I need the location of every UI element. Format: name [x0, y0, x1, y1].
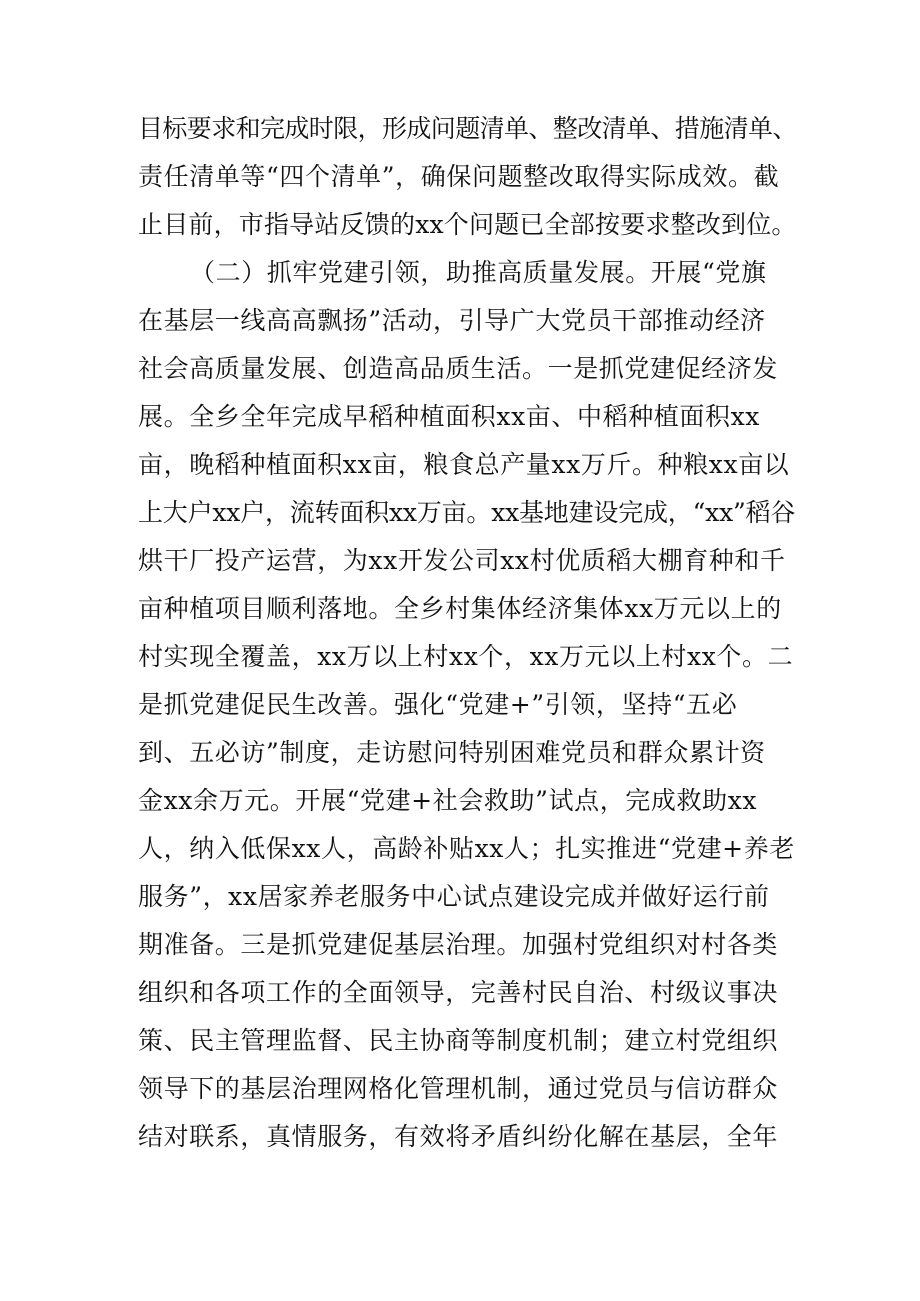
text-line: 是抓党建促民生改善。强化“党建+”引领，坚持“五必	[138, 690, 738, 719]
text-line: 社会高质量发展、创造高品质生活。一是抓党建促经济发	[138, 354, 779, 383]
text-line: 到、五必访”制度，走访慰问特别困难党员和群众累计资	[138, 738, 766, 767]
text-line: 村实现全覆盖，xx万以上村xx个，xx万元以上村xx个。二	[138, 642, 794, 671]
text-line: 亩，晚稻种植面积xx亩，粮食总产量xx万斤。种粮xx亩以	[138, 450, 790, 479]
text-line: 目标要求和完成时限，形成问题清单、整改清单、措施清单、	[138, 114, 797, 143]
text-line: 人，纳入低保xx人，高龄补贴xx人；扎实推进“党建+养老	[138, 834, 795, 863]
text-line: 责任清单等“四个清单”，确保问题整改取得实际成效。截	[138, 162, 780, 191]
text-line: 在基层一线高高飘扬”活动，引导广大党员干部推动经济	[138, 306, 766, 335]
text-line: 金xx余万元。开展“党建+社会救助”试点，完成救助xx	[138, 786, 758, 815]
text-line: 烘干厂投产运营，为xx开发公司xx村优质稻大棚育种和千	[138, 546, 786, 575]
text-line: 结对联系，真情服务，有效将矛盾纠纷化解在基层，全年	[138, 1122, 779, 1151]
text-line: 亩种植项目顺利落地。全乡村集体经济集体xx万元以上的	[138, 594, 782, 623]
text-line: （二）抓牢党建引领，助推高质量发展。开展“党旗	[190, 258, 767, 287]
text-line: 展。全乡全年完成早稻种植面积xx亩、中稻种植面积xx	[138, 402, 760, 431]
text-line: 止目前，市指导站反馈的xx个问题已全部按要求整改到位。	[138, 210, 797, 239]
text-line: 组织和各项工作的全面领导，完善村民自治、村级议事决	[138, 978, 779, 1007]
text-line: 上大户xx户，流转面积xx万亩。xx基地建设完成，“xx”稻谷	[138, 498, 796, 527]
text-line: 领导下的基层治理网格化管理机制，通过党员与信访群众	[138, 1074, 779, 1103]
text-line: 策、民主管理监督、民主协商等制度机制；建立村党组织	[138, 1026, 779, 1055]
text-line: 服务”，xx居家养老服务中心试点建设完成并做好运行前	[138, 882, 770, 911]
text-line: 期准备。三是抓党建促基层治理。加强村党组织对村各类	[138, 930, 779, 959]
